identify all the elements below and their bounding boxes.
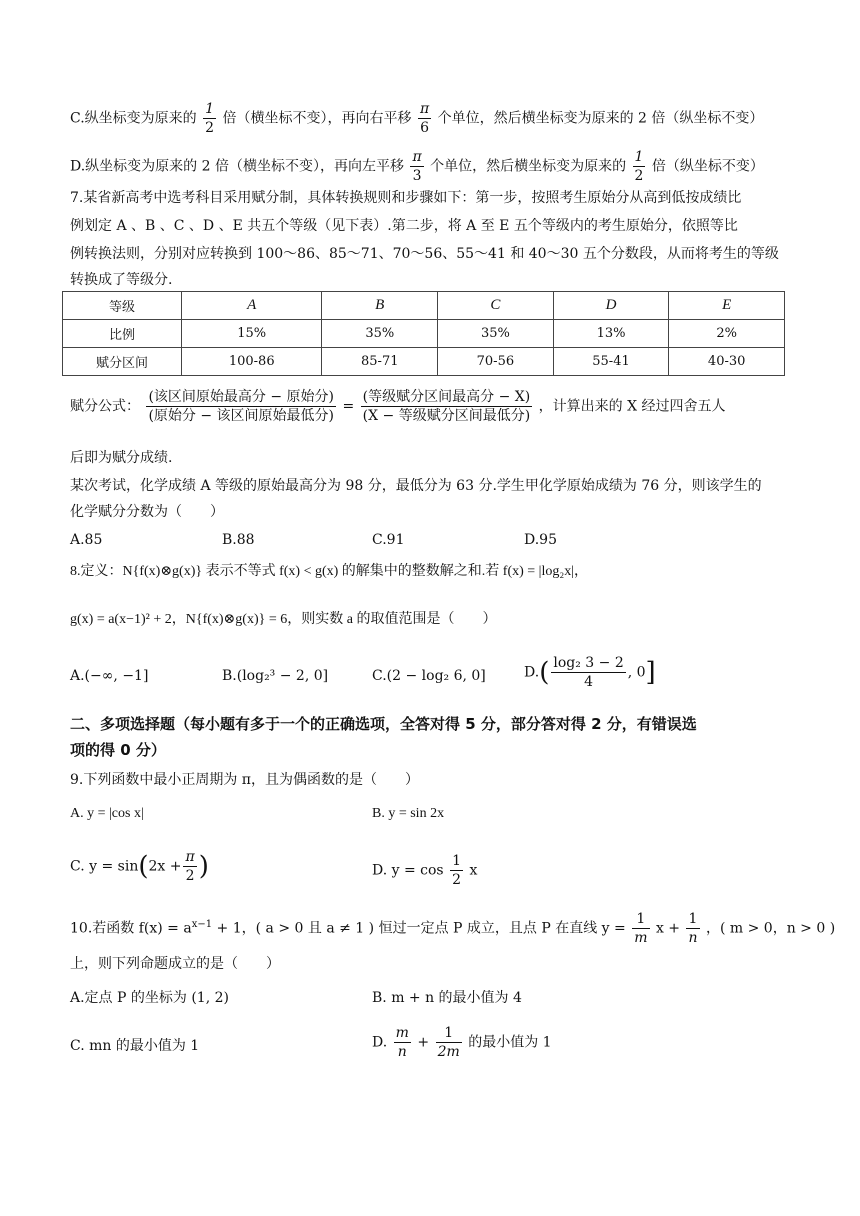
table-cell: 55-41 (553, 348, 669, 376)
right-paren-glyph: ) (198, 851, 209, 882)
q6-c-text-2: 倍（横坐标不变），再向右平移 (222, 110, 412, 127)
q9-option-a: A. y = |cos x| (70, 806, 144, 821)
q9-option-c (70, 848, 209, 885)
table-header-cell: A (182, 292, 322, 320)
table-cell: 35% (322, 320, 438, 348)
q6-d-text-3: 倍（纵坐标不变） (651, 158, 764, 175)
q9-d-pre: D. y = cos (372, 862, 444, 879)
q8-d-suffix: , 0 (627, 664, 646, 681)
table-row (63, 320, 785, 348)
q9-option-d (372, 852, 477, 889)
q8-line-1: 8.定义：N{f(x)⊗g(x)} 表示不等式 f(x) < g(x) 的解集中的整数解之和.若 f(x) = |log₂x|， (70, 564, 589, 579)
q9-option-b: B. y = sin 2x (372, 806, 445, 821)
q6-c-text-3: 个单位，然后横坐标变为原来的 2 倍（纵坐标不变） (437, 110, 764, 127)
q7-option-d: D.95 (524, 532, 557, 548)
q6-option-d (70, 148, 764, 185)
table-header-cell: C (438, 292, 554, 320)
q10-d-pre: D. (372, 1034, 388, 1051)
q10-stem-mid: + 1，( a > 0 且 a ≠ 1 ) 恒过一定点 P 成立，且点 P 在直线 y = (212, 920, 626, 937)
fraction-pi-2: $\frac{\pi}{2}$ (185, 849, 195, 884)
fraction-half: $\frac{1}{2}$ (452, 853, 461, 888)
q7-line-3: 例转换法则，分别对应转换到 100～86、85～71、70～56、55～41 和 40～30 五个分数段，从而将考生的等级 (70, 246, 779, 262)
table-header-cell: D (553, 292, 669, 320)
q6-d-text-1: D.纵坐标变为原来的 2 倍（横坐标不变），再向左平移 (70, 158, 404, 175)
q8-line-2: g(x) = a(x−1)² + 2，N{f(x)⊗g(x)} = 6，则实数 a 的取值范围是（ ） (70, 612, 497, 627)
q8-option-d (524, 654, 656, 691)
q10-option-a: A.定点 P 的坐标为 (1, 2) (70, 990, 229, 1006)
q7-option-b: B.88 (222, 532, 255, 548)
formula-label: 赋分公式： (70, 398, 140, 415)
q10-stem-tail: ，( m > 0，n > 0 ) (705, 920, 836, 937)
table-cell: 100-86 (182, 348, 322, 376)
formula-equals: = (342, 398, 355, 415)
q10-x-plus: x + (655, 920, 681, 937)
table-cell: 2% (669, 320, 785, 348)
section-heading-line-2: 项的得 0 分） (70, 741, 166, 759)
table-cell: 13% (553, 320, 669, 348)
q8-option-c: C.(2 − log₂ 6, 0] (372, 668, 486, 684)
q6-c-text-1: C.纵坐标变为原来的 (70, 110, 197, 127)
q7-line-2: 例划定 A 、B 、C 、D 、E 共五个等级（见下表）.第二步，将 A 至 E 五个等级内的考生原始分，依照等比 (70, 218, 738, 234)
table-header-cell: B (322, 292, 438, 320)
q8-d-prefix: D. (524, 664, 540, 681)
q8-option-b: B.(log₂³ − 2, 0] (222, 668, 329, 684)
table-header-cell: E (669, 292, 785, 320)
formula-right-fraction: $\frac{\text{(等级赋分区间最高分 − X)}}{\text{(X − 等级赋分区间最低分)}}$ (362, 389, 531, 424)
section-heading-line-1: 二、多项选择题（每小题有多于一个的正确选项，全答对得 5 分，部分答对得 2 分，有错误选 (70, 715, 697, 733)
table-cell: 赋分区间 (63, 348, 182, 376)
fraction-half: $\frac{1}{2}$ (634, 149, 644, 184)
q9-d-post: x (469, 862, 478, 879)
fraction-1-over-m: $\frac{1}{m}$ (634, 911, 648, 946)
q7-line-7: 化学赋分分数为（ ） (70, 504, 224, 520)
fraction-half: $\frac{1}{2}$ (205, 101, 215, 136)
table-cell: 85-71 (322, 348, 438, 376)
table-cell: 70-56 (438, 348, 554, 376)
q10-stem (70, 910, 835, 947)
q7-formula (70, 388, 726, 425)
q10-exponent: x−1 (191, 918, 213, 930)
q10-option-c: C. mn 的最小值为 1 (70, 1038, 200, 1054)
q10-option-d (372, 1024, 552, 1061)
left-paren-glyph: ( (138, 851, 149, 882)
q6-option-c (70, 100, 763, 137)
q10-stem-pre: 10.若函数 f(x) = a (70, 920, 192, 937)
table-header-cell: 等级 (63, 292, 182, 320)
formula-left-fraction: $\frac{\text{(该区间原始最高分 − 原始分)}}{\text{(原始分 − 该区间原始最低分)}}$ (148, 389, 335, 424)
table-cell: 35% (438, 320, 554, 348)
q7-line-6: 某次考试，化学成绩 A 等级的原始最高分为 98 分，最低分为 63 分.学生甲化学原始成绩为 76 分，则该学生的 (70, 478, 762, 494)
q9-stem: 9.下列函数中最小正周期为 π，且为偶函数的是（ ） (70, 772, 420, 788)
grade-table (62, 291, 785, 376)
table-header-row (63, 292, 785, 320)
q7-option-a: A.85 (70, 532, 103, 548)
q8-d-fraction: $\frac{\text{log₂ 3 − 2}}{4}$ (553, 655, 624, 690)
q6-d-text-2: 个单位，然后横坐标变为原来的 (430, 158, 627, 175)
q7-line-5: 后即为赋分成绩. (70, 450, 173, 466)
fraction-m-over-n: $\frac{m}{n}$ (395, 1025, 409, 1060)
fraction-pi-6: $\frac{\pi}{6}$ (419, 101, 430, 136)
table-cell: 40-30 (669, 348, 785, 376)
fraction-pi-3: $\frac{\pi}{3}$ (412, 149, 422, 184)
q10-d-plus: + (417, 1034, 430, 1051)
right-bracket-glyph: ] (645, 657, 656, 688)
fraction-1-over-n: $\frac{1}{n}$ (688, 911, 698, 946)
q10-line-2: 上，则下列命题成立的是（ ） (70, 956, 280, 972)
table-cell: 15% (182, 320, 322, 348)
q10-option-b: B. m + n 的最小值为 4 (372, 990, 522, 1006)
q7-line-1: 7.某省新高考中选考科目采用赋分制，具体转换规则和步骤如下：第一步，按照考生原始分从高到低按成绩比 (70, 190, 742, 206)
fraction-1-over-2m: $\frac{1}{2m}$ (437, 1025, 460, 1060)
q7-line-4: 转换成了等级分. (70, 272, 173, 288)
left-paren-glyph: ( (539, 657, 550, 688)
q8-option-a: A.(−∞, −1] (70, 668, 149, 684)
q7-option-c: C.91 (372, 532, 405, 548)
q9-c-pre: C. y = sin (70, 858, 139, 875)
formula-tail: ，计算出来的 X 经过四舍五人 (538, 398, 726, 415)
q10-d-post: 的最小值为 1 (468, 1034, 552, 1051)
table-row (63, 348, 785, 376)
table-cell: 比例 (63, 320, 182, 348)
q9-c-mid: 2x + (148, 858, 182, 875)
